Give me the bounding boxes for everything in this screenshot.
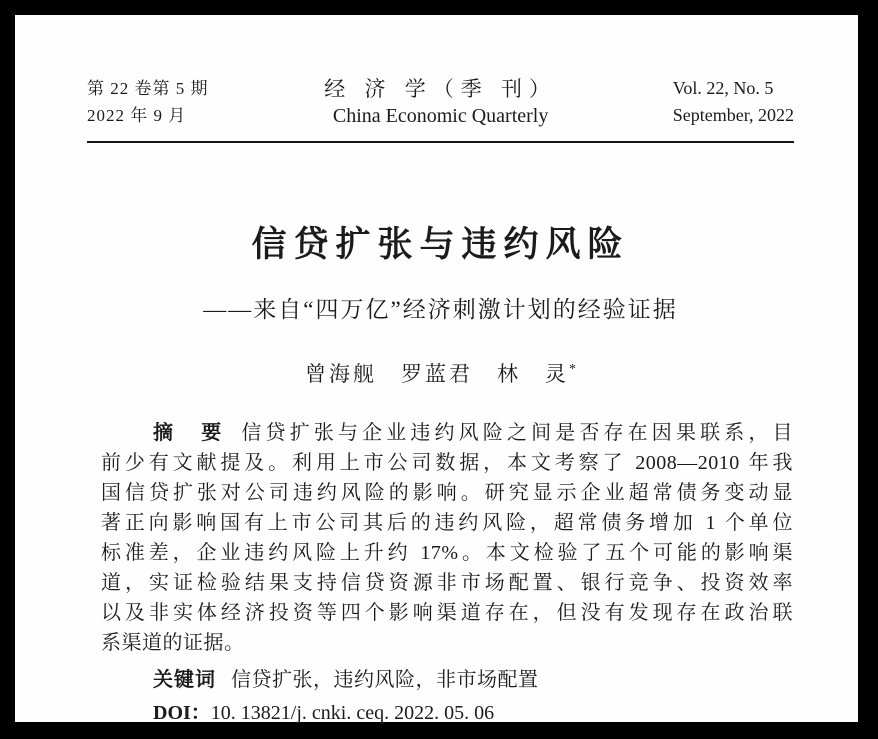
doi-label: DOI： [153,702,211,724]
author-note-mark: * [569,362,576,377]
doi-value: 10. 13821/j. cnki. ceq. 2022. 05. 06 [210,702,495,724]
header-rule [87,141,794,143]
abstract-line: 国信贷扩张对公司违约风险的影响。研究显示企业超常债务变动显 [101,482,793,504]
keywords-line [101,664,793,697]
abstract-line: 前少有文献提及。利用上市公司数据，本文考察了 2008—2010 年我 [101,452,793,474]
abstract-line: 道，实证检验结果支持信贷资源非市场配置、银行竞争、投资效率 [101,572,793,594]
volume-issue-cn: 第 22 卷第 5 期 [87,79,209,98]
article-title: 信贷扩张与违约风险 [251,225,630,264]
abstract-block [101,418,793,658]
paper-page [15,15,858,722]
journal-volume-info [673,75,794,129]
article-subtitle: ——来自“四万亿”经济刺激计划的经验证据 [203,297,678,322]
author-names: 曾海舰 罗蓝君 林 灵 [305,362,569,386]
journal-name-en: China Economic Quarterly [332,105,549,127]
keywords-label: 关键词 [153,669,216,691]
back-matter [101,664,793,730]
abstract-line: 著正向影响国有上市公司其后的违约风险，超常债务增加 1 个单位 [101,512,793,534]
abstract-text: 信贷扩张与企业违约风险之间是否存在因果联系，目 [241,422,794,444]
journal-name [324,75,557,130]
volume-number-en: Vol. 22, No. 5 [672,78,774,98]
author-line [87,357,794,387]
issue-date-cn: 2022 年 9 月 [87,106,187,125]
journal-name-cn: 经 济 学（季 刊） [324,77,557,101]
issue-date-en: September, 2022 [672,105,794,125]
page-content [15,15,858,730]
abstract-line: 以及非实体经济投资等四个影响渠道存在，但没有发现存在政治联 [101,602,793,624]
journal-issue-info [87,75,209,129]
keywords-text: 信贷扩张，违约风险，非市场配置 [231,669,539,691]
journal-header [87,75,794,130]
abstract-label: 摘 要 [153,422,226,444]
doi-line [101,697,793,730]
abstract-line: 标准差，企业违约风险上升约 17%。本文检验了五个可能的影响渠 [101,542,793,564]
abstract-line: 系渠道的证据。 [101,632,245,654]
abstract-line [101,418,793,448]
